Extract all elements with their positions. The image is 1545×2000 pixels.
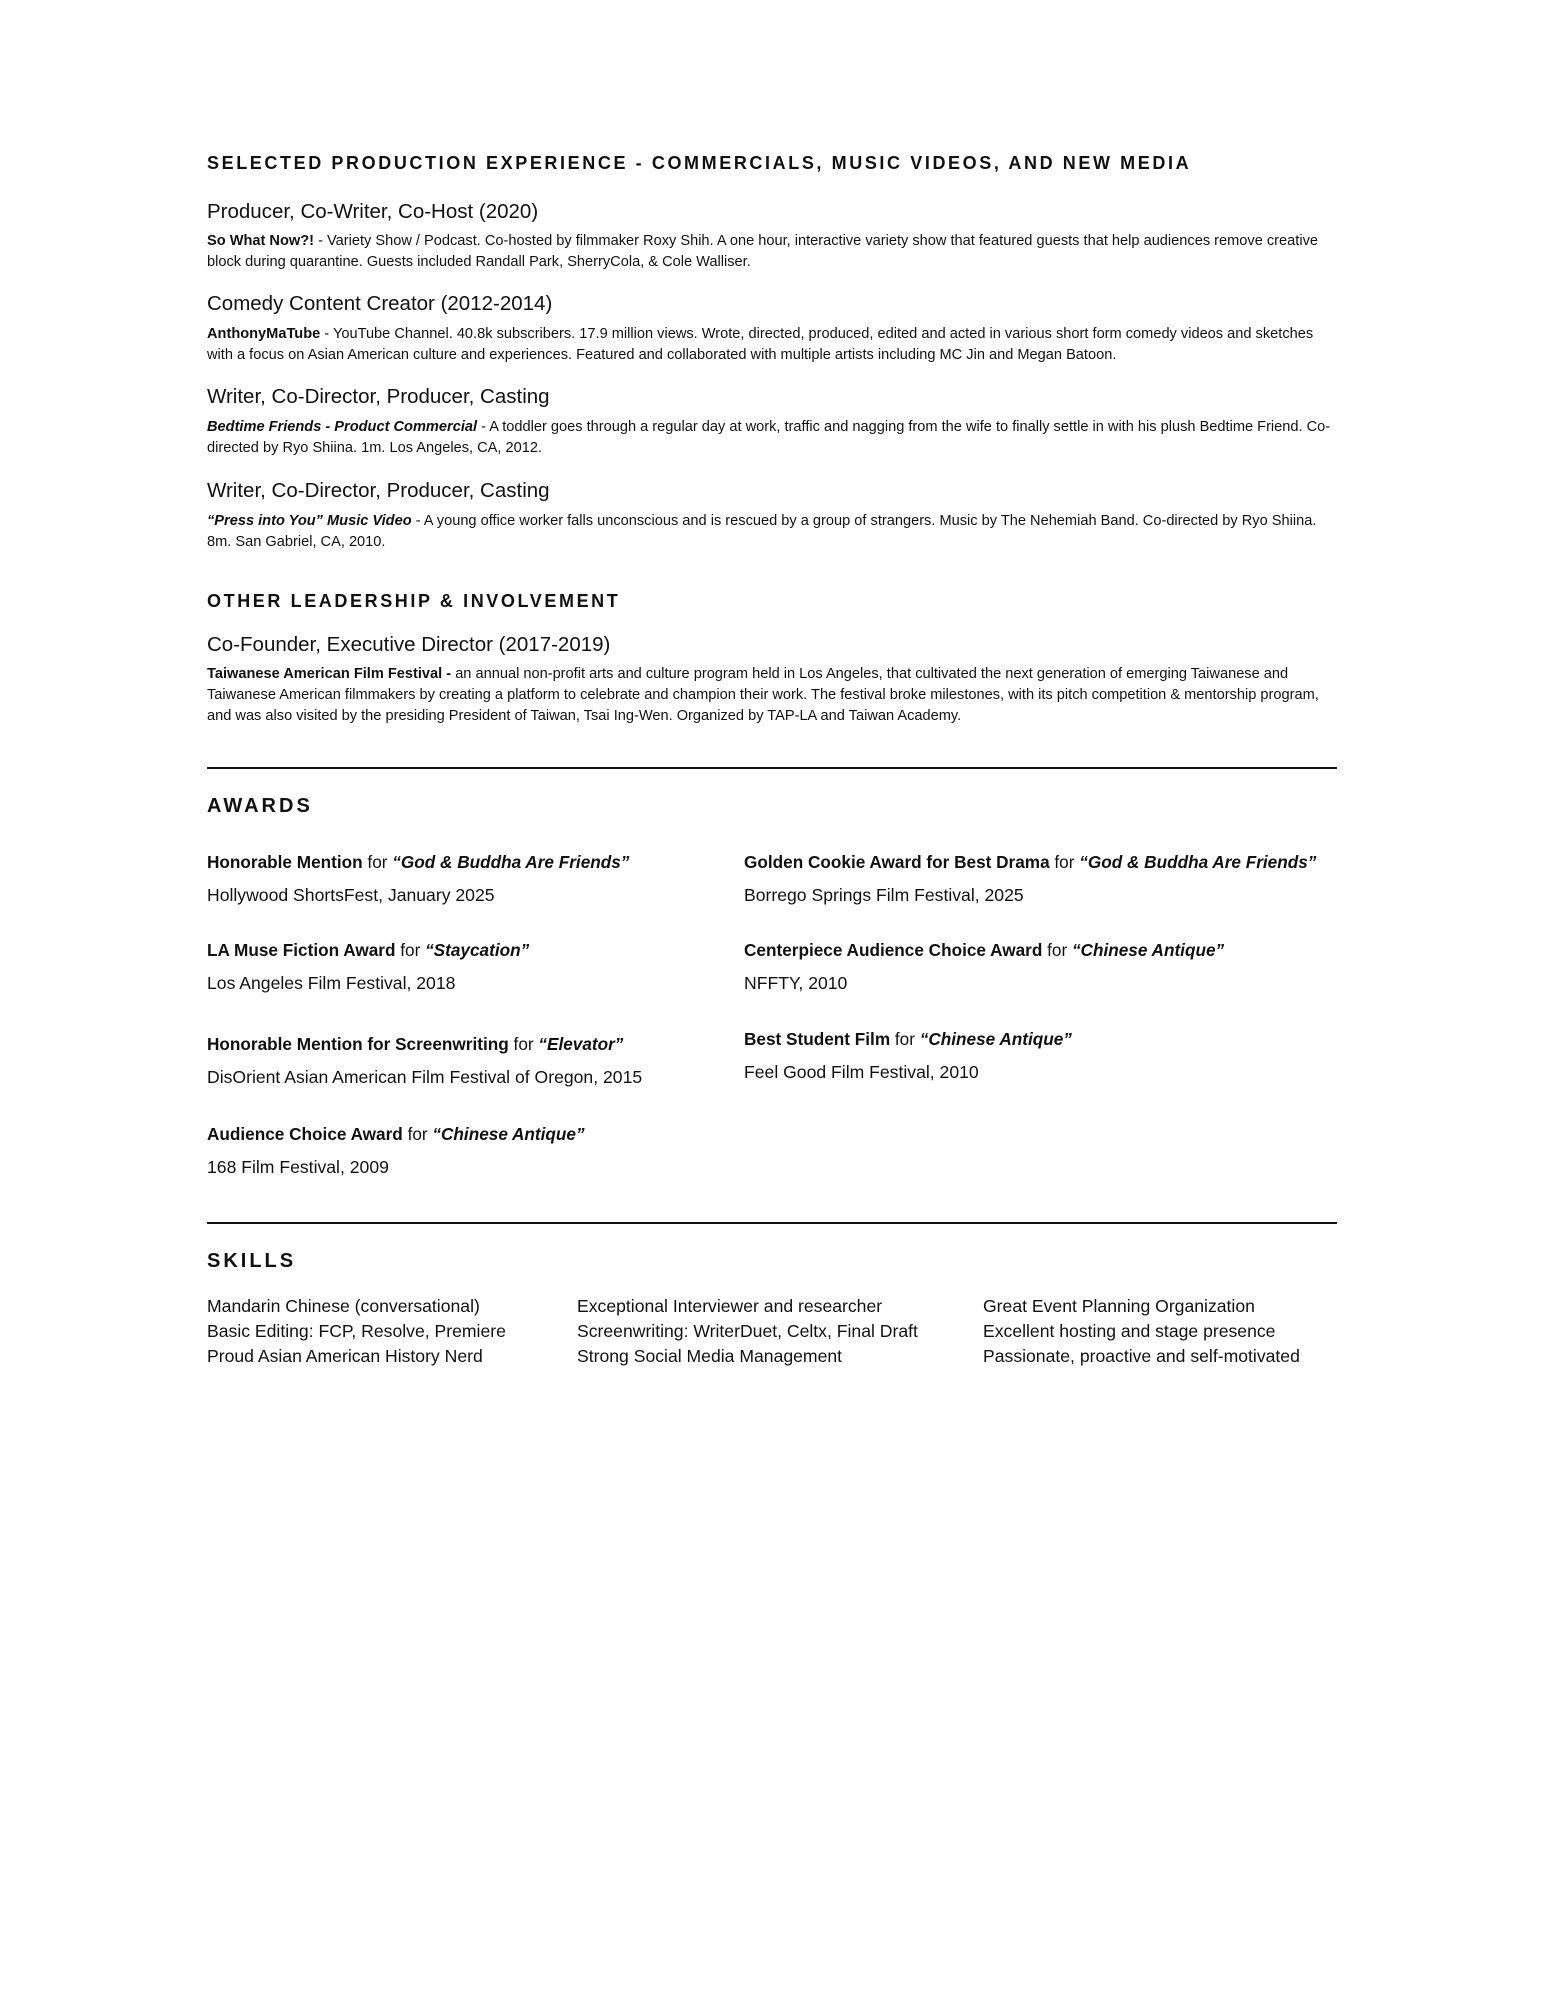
skills-heading: SKILLS	[207, 1250, 297, 1272]
award-title-3: Centerpiece Audience Choice Award for “Chinese Antique”	[744, 940, 1225, 960]
award-title-1: Golden Cookie Award for Best Drama for “God & Buddha Are Friends”	[744, 852, 1317, 872]
award-title-6: Audience Choice Award for “Chinese Antique”	[207, 1124, 585, 1144]
skill-item: Basic Editing: FCP, Resolve, Premiere	[207, 1321, 506, 1341]
divider-2	[207, 1222, 1337, 1224]
production-role-0: Producer, Co-Writer, Co-Host (2020)	[207, 200, 539, 223]
award-event-5: Feel Good Film Festival, 2010	[744, 1062, 979, 1082]
skill-item: Screenwriting: WriterDuet, Celtx, Final Draft	[577, 1321, 918, 1341]
award-event-0: Hollywood ShortsFest, January 2025	[207, 885, 495, 905]
production-title-2: Bedtime Friends - Product Commercial	[207, 419, 478, 435]
production-role-1: Comedy Content Creator (2012-2014)	[207, 292, 553, 315]
award-event-2: Los Angeles Film Festival, 2018	[207, 973, 456, 993]
award-event-3: NFFTY, 2010	[744, 973, 848, 993]
skill-item: Mandarin Chinese (conversational)	[207, 1296, 480, 1316]
skill-item: Exceptional Interviewer and researcher	[577, 1296, 883, 1316]
production-desc-0: So What Now?! - Variety Show / Podcast. Co-hosted by filmmaker Roxy Shih. A one hour, interactive variety show that featured guests that help audiences remove creative block during quarantine. Guests included Randall Park, SherryCola, & Cole Walliser.	[207, 233, 1318, 270]
production-title-1: AnthonyMaTube	[207, 326, 321, 342]
awards-heading: AWARDS	[207, 795, 313, 817]
award-title-2: LA Muse Fiction Award for “Staycation”	[207, 940, 530, 960]
leadership-role: Co-Founder, Executive Director (2017-2019)	[207, 633, 611, 656]
skill-item: Great Event Planning Organization	[983, 1296, 1255, 1316]
skill-item: Strong Social Media Management	[577, 1346, 843, 1366]
leadership-desc: Taiwanese American Film Festival - an annual non-profit arts and culture program held in Los Angeles, that cultivated the next generation of emerging Taiwanese and Taiwanese American filmmakers by creating a platform to celebrate and champion their work. The festival broke milestones, with its pitch competition & mentorship program, and was also visited by the presiding President of Taiwan, Tsai Ing-Wen. Organized by TAP-LA and Taiwan Academy.	[207, 666, 1319, 724]
award-event-1: Borrego Springs Film Festival, 2025	[744, 885, 1024, 905]
production-desc-3: “Press into You” Music Video - A young office worker falls unconscious and is rescued by a group of strangers. Music by The Nehemiah Band. Co-directed by Ryo Shiina. 8m. San Gabriel, CA, 2010.	[207, 513, 1317, 550]
skills-column-1	[207, 1294, 506, 1369]
leadership-heading: OTHER LEADERSHIP & INVOLVEMENT	[207, 591, 621, 611]
production-role-2: Writer, Co-Director, Producer, Casting	[207, 385, 550, 408]
production-desc-1: AnthonyMaTube - YouTube Channel. 40.8k subscribers. 17.9 million views. Wrote, directed, produced, edited and acted in various short form comedy videos and sketches with a focus on Asian American culture and experiences. Featured and collaborated with multiple artists including MC Jin and Megan Batoon.	[207, 326, 1314, 363]
award-title-0: Honorable Mention for “God & Buddha Are Friends”	[207, 852, 630, 872]
award-event-4: DisOrient Asian American Film Festival of Oregon, 2015	[207, 1067, 643, 1087]
production-title-0: So What Now?!	[207, 233, 315, 249]
award-event-6: 168 Film Festival, 2009	[207, 1157, 389, 1177]
production-desc-2: Bedtime Friends - Product Commercial - A toddler goes through a regular day at work, traffic and nagging from the wife to finally settle in with his plush Bedtime Friend. Co-directed by Ryo Shiina. 1m. Los Angeles, CA, 2012.	[207, 419, 1331, 456]
production-heading: SELECTED PRODUCTION EXPERIENCE - COMMERCIALS, MUSIC VIDEOS, AND NEW MEDIA	[207, 153, 1192, 173]
award-title-4: Honorable Mention for Screenwriting for “Elevator”	[207, 1034, 624, 1054]
production-role-3: Writer, Co-Director, Producer, Casting	[207, 479, 550, 502]
skill-item: Excellent hosting and stage presence	[983, 1321, 1276, 1341]
skills-column-2	[577, 1294, 918, 1369]
production-title-3: “Press into You” Music Video	[207, 513, 412, 529]
leadership-title: Taiwanese American Film Festival -	[207, 666, 452, 682]
award-title-5: Best Student Film for “Chinese Antique”	[744, 1029, 1072, 1049]
divider-1	[207, 767, 1337, 769]
skill-item: Passionate, proactive and self-motivated	[983, 1346, 1300, 1366]
skill-item: Proud Asian American History Nerd	[207, 1346, 483, 1366]
skills-column-3	[983, 1294, 1300, 1369]
